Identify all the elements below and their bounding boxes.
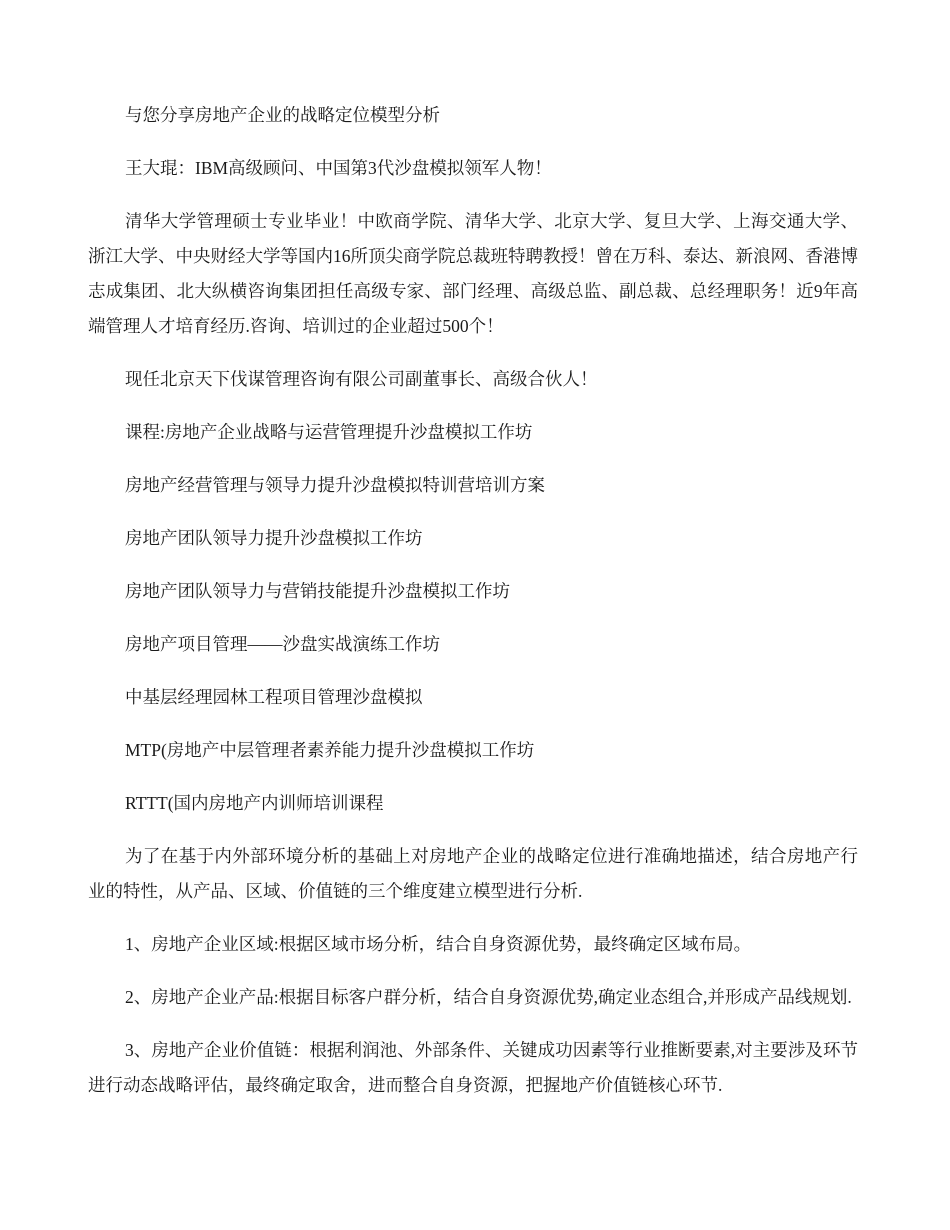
course-item: RTTT(国内房地产内训师培训课程 (125, 793, 384, 813)
course-item: 房地产团队领导力与营销技能提升沙盘模拟工作坊 (125, 581, 510, 601)
analysis-point: 3、房地产企业价值链：根据利润池、外部条件、关键成功因素等行业推断要素,对主要涉及环节进行动态战略评估，最终确定取舍，进而整合自身资源，把握地产价值链核心环节. (88, 1040, 858, 1095)
author-intro: 王大琨：IBM高级顾问、中国第3代沙盘模拟领军人物！ (125, 158, 552, 178)
document-title: 与您分享房地产企业的战略定位模型分析 (125, 105, 440, 125)
author-position: 现任北京天下伐谋管理咨询有限公司副董事长、高级合伙人！ (125, 369, 598, 389)
course-item: 房地产项目管理——沙盘实战演练工作坊 (125, 634, 440, 654)
analysis-point: 2、房地产企业产品:根据目标客户群分析，结合自身资源优势,确定业态组合,并形成产品线规划. (125, 987, 852, 1007)
course-item: 房地产团队领导力提升沙盘模拟工作坊 (125, 528, 423, 548)
course-item: 房地产经营管理与领导力提升沙盘模拟特训营培训方案 (125, 475, 545, 495)
analysis-intro: 为了在基于内外部环境分析的基础上对房地产企业的战略定位进行准确地描述，结合房地产行业的特性，从产品、区域、价值链的三个维度建立模型进行分析. (88, 846, 858, 901)
analysis-point: 1、房地产企业区域:根据区域市场分析，结合自身资源优势，最终确定区域布局。 (125, 934, 752, 954)
author-bio: 清华大学管理硕士专业毕业！中欧商学院、清华大学、北京大学、复旦大学、上海交通大学、浙江大学、中央财经大学等国内16所顶尖商学院总裁班特聘教授！曾在万科、泰达、新浪网、香港博志成集团、北大纵横咨询集团担任高级专家、部门经理、高级总监、副总裁、总经理职务！近9年高端管理人才培育经历.咨询、培训过的企业超过500个！ (88, 211, 858, 336)
course-item: 课程:房地产企业战略与运营管理提升沙盘模拟工作坊 (125, 422, 533, 442)
course-item: 中基层经理园林工程项目管理沙盘模拟 (125, 687, 423, 707)
course-item: MTP(房地产中层管理者素养能力提升沙盘模拟工作坊 (125, 740, 535, 760)
